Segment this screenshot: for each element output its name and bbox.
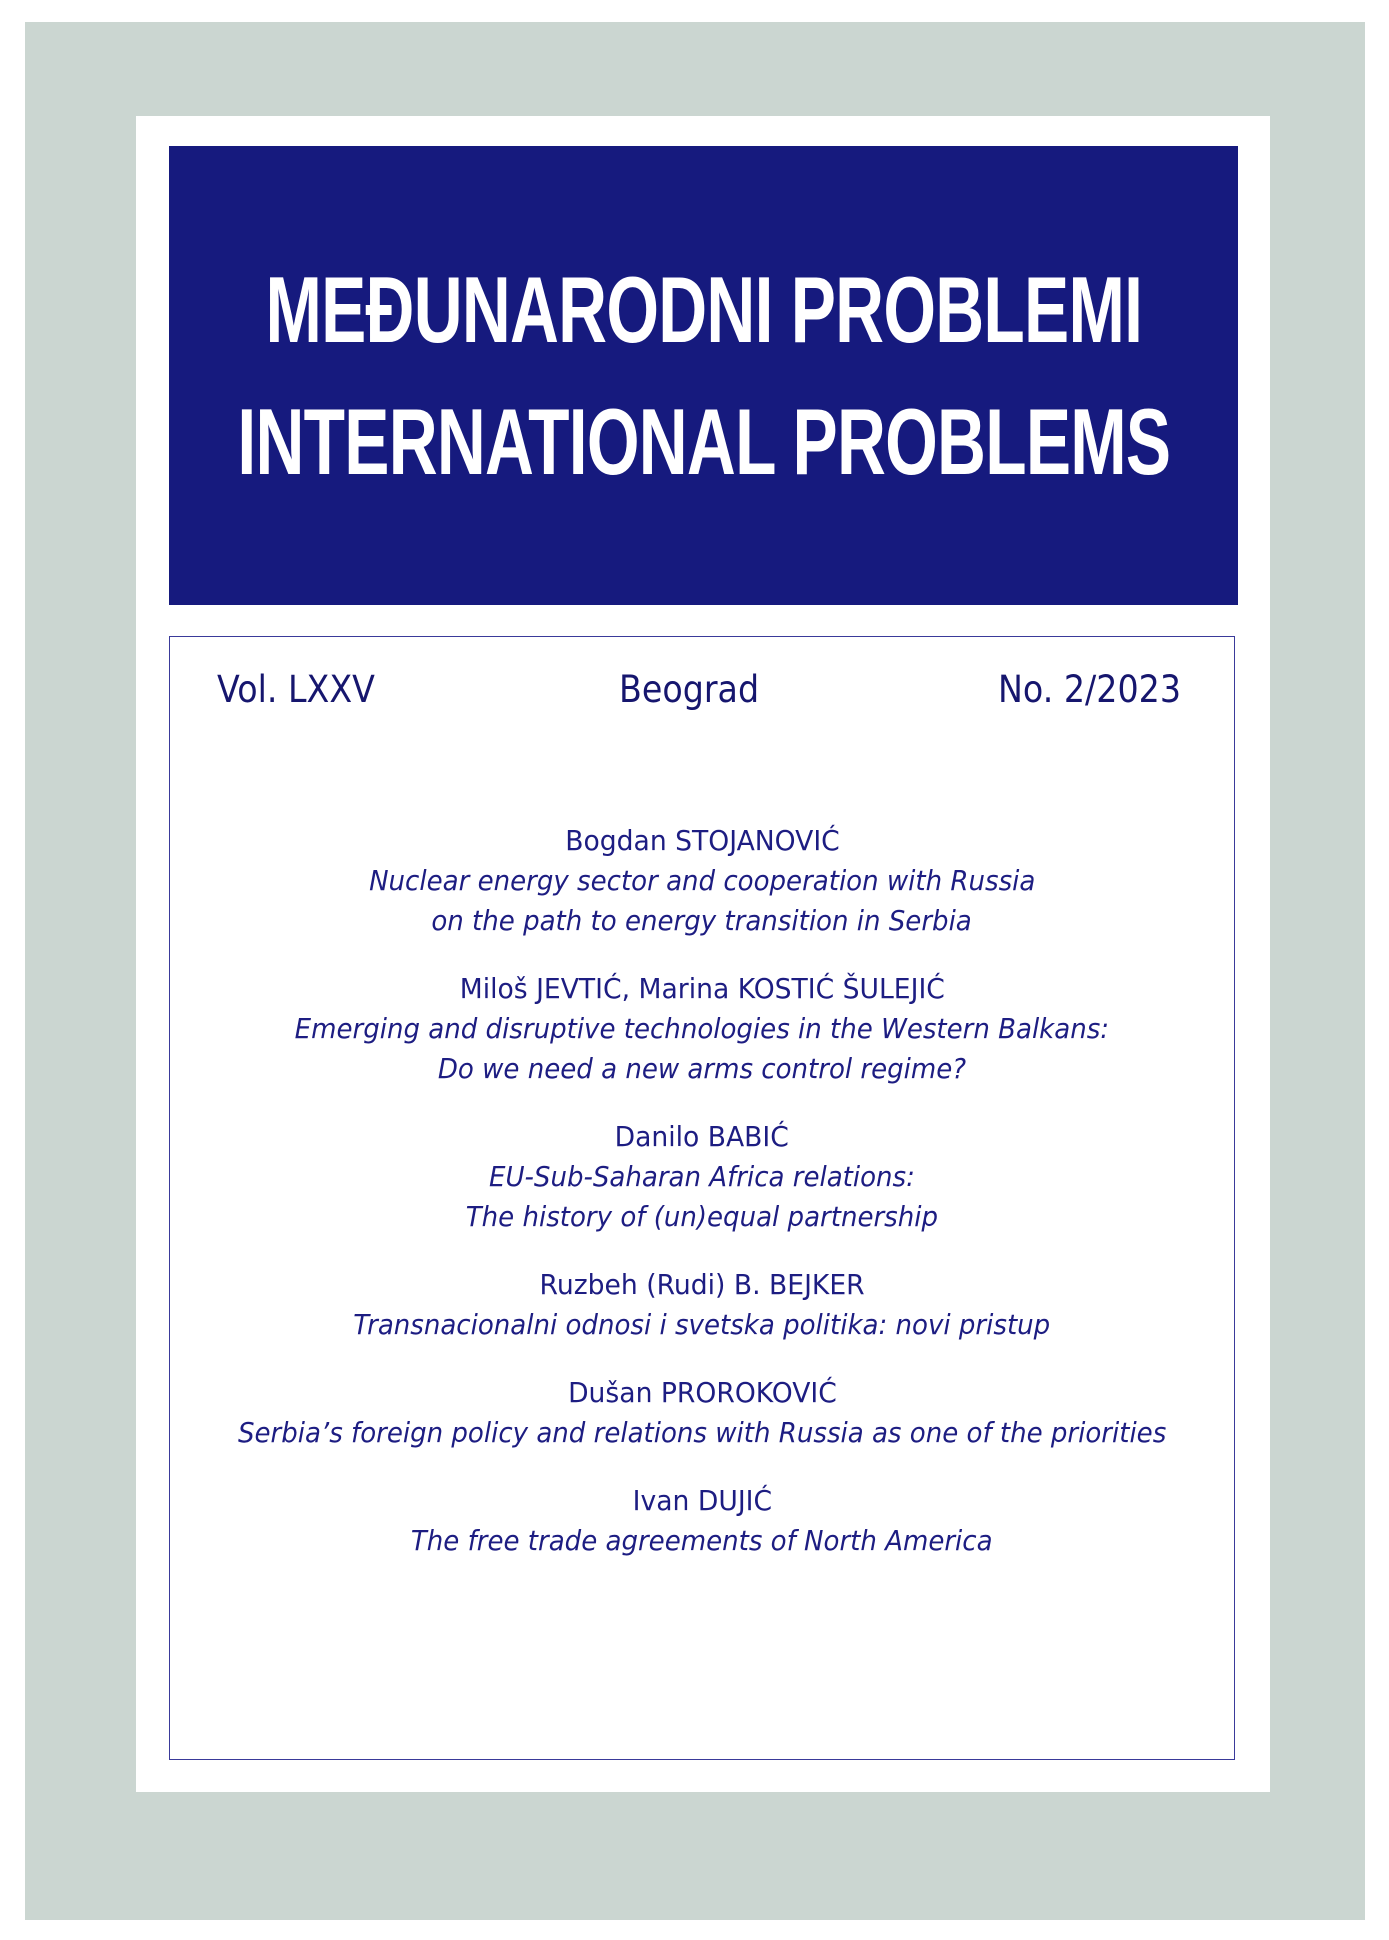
journal-title-banner — [169, 146, 1238, 605]
article-entry — [170, 1373, 1234, 1453]
article-title-line: Transnacionalni odnosi i svetska politika: novi pristup — [353, 1308, 1051, 1341]
article-title — [170, 1413, 1234, 1453]
article-title — [170, 861, 1234, 941]
article-author: Danilo BABIĆ — [614, 1120, 790, 1153]
article-title-line: Serbia’s foreign policy and relations with Russia as one of the priorities — [237, 1416, 1167, 1449]
article-list — [170, 821, 1234, 1589]
article-title-line: Nuclear energy sector and cooperation with Russia — [368, 864, 1036, 897]
article-title-line: on the path to energy transition in Serbia — [431, 904, 973, 937]
article-author: Miloš JEVTIĆ, Marina KOSTIĆ ŠULEJIĆ — [459, 972, 945, 1005]
article-entry — [170, 1117, 1234, 1237]
article-entry — [170, 1265, 1234, 1345]
article-title-line: Emerging and disruptive technologies in the Western Balkans: — [294, 1012, 1110, 1045]
issue-number: No. 2/2023 — [998, 668, 1182, 711]
article-title-line: Do we need a new arms control regime? — [437, 1052, 967, 1085]
journal-title-serbian: MEĐUNARODNI PROBLEMI — [265, 256, 1142, 362]
issue-city: Beograd — [619, 668, 760, 711]
article-title — [170, 1521, 1234, 1561]
article-title-line: The free trade agreements of North America — [411, 1524, 993, 1557]
article-entry — [170, 1481, 1234, 1561]
article-author: Bogdan STOJANOVIĆ — [564, 824, 840, 857]
issue-info-row — [170, 668, 1234, 718]
article-author: Dušan PROROKOVIĆ — [567, 1376, 837, 1409]
article-entry — [170, 969, 1234, 1089]
article-entry — [170, 821, 1234, 941]
issue-volume: Vol. LXXV — [217, 668, 375, 711]
journal-title-english: INTERNATIONAL PROBLEMS — [237, 388, 1170, 494]
article-title — [170, 1009, 1234, 1089]
article-title — [170, 1157, 1234, 1237]
article-author: Ruzbeh (Rudi) B. BEJKER — [539, 1268, 865, 1301]
article-title-line: The history of (un)equal partnership — [465, 1200, 939, 1233]
table-of-contents-box — [169, 636, 1235, 1760]
article-title-line: EU-Sub-Saharan Africa relations: — [489, 1160, 915, 1193]
article-title — [170, 1305, 1234, 1345]
article-author: Ivan DUJIĆ — [632, 1484, 772, 1517]
